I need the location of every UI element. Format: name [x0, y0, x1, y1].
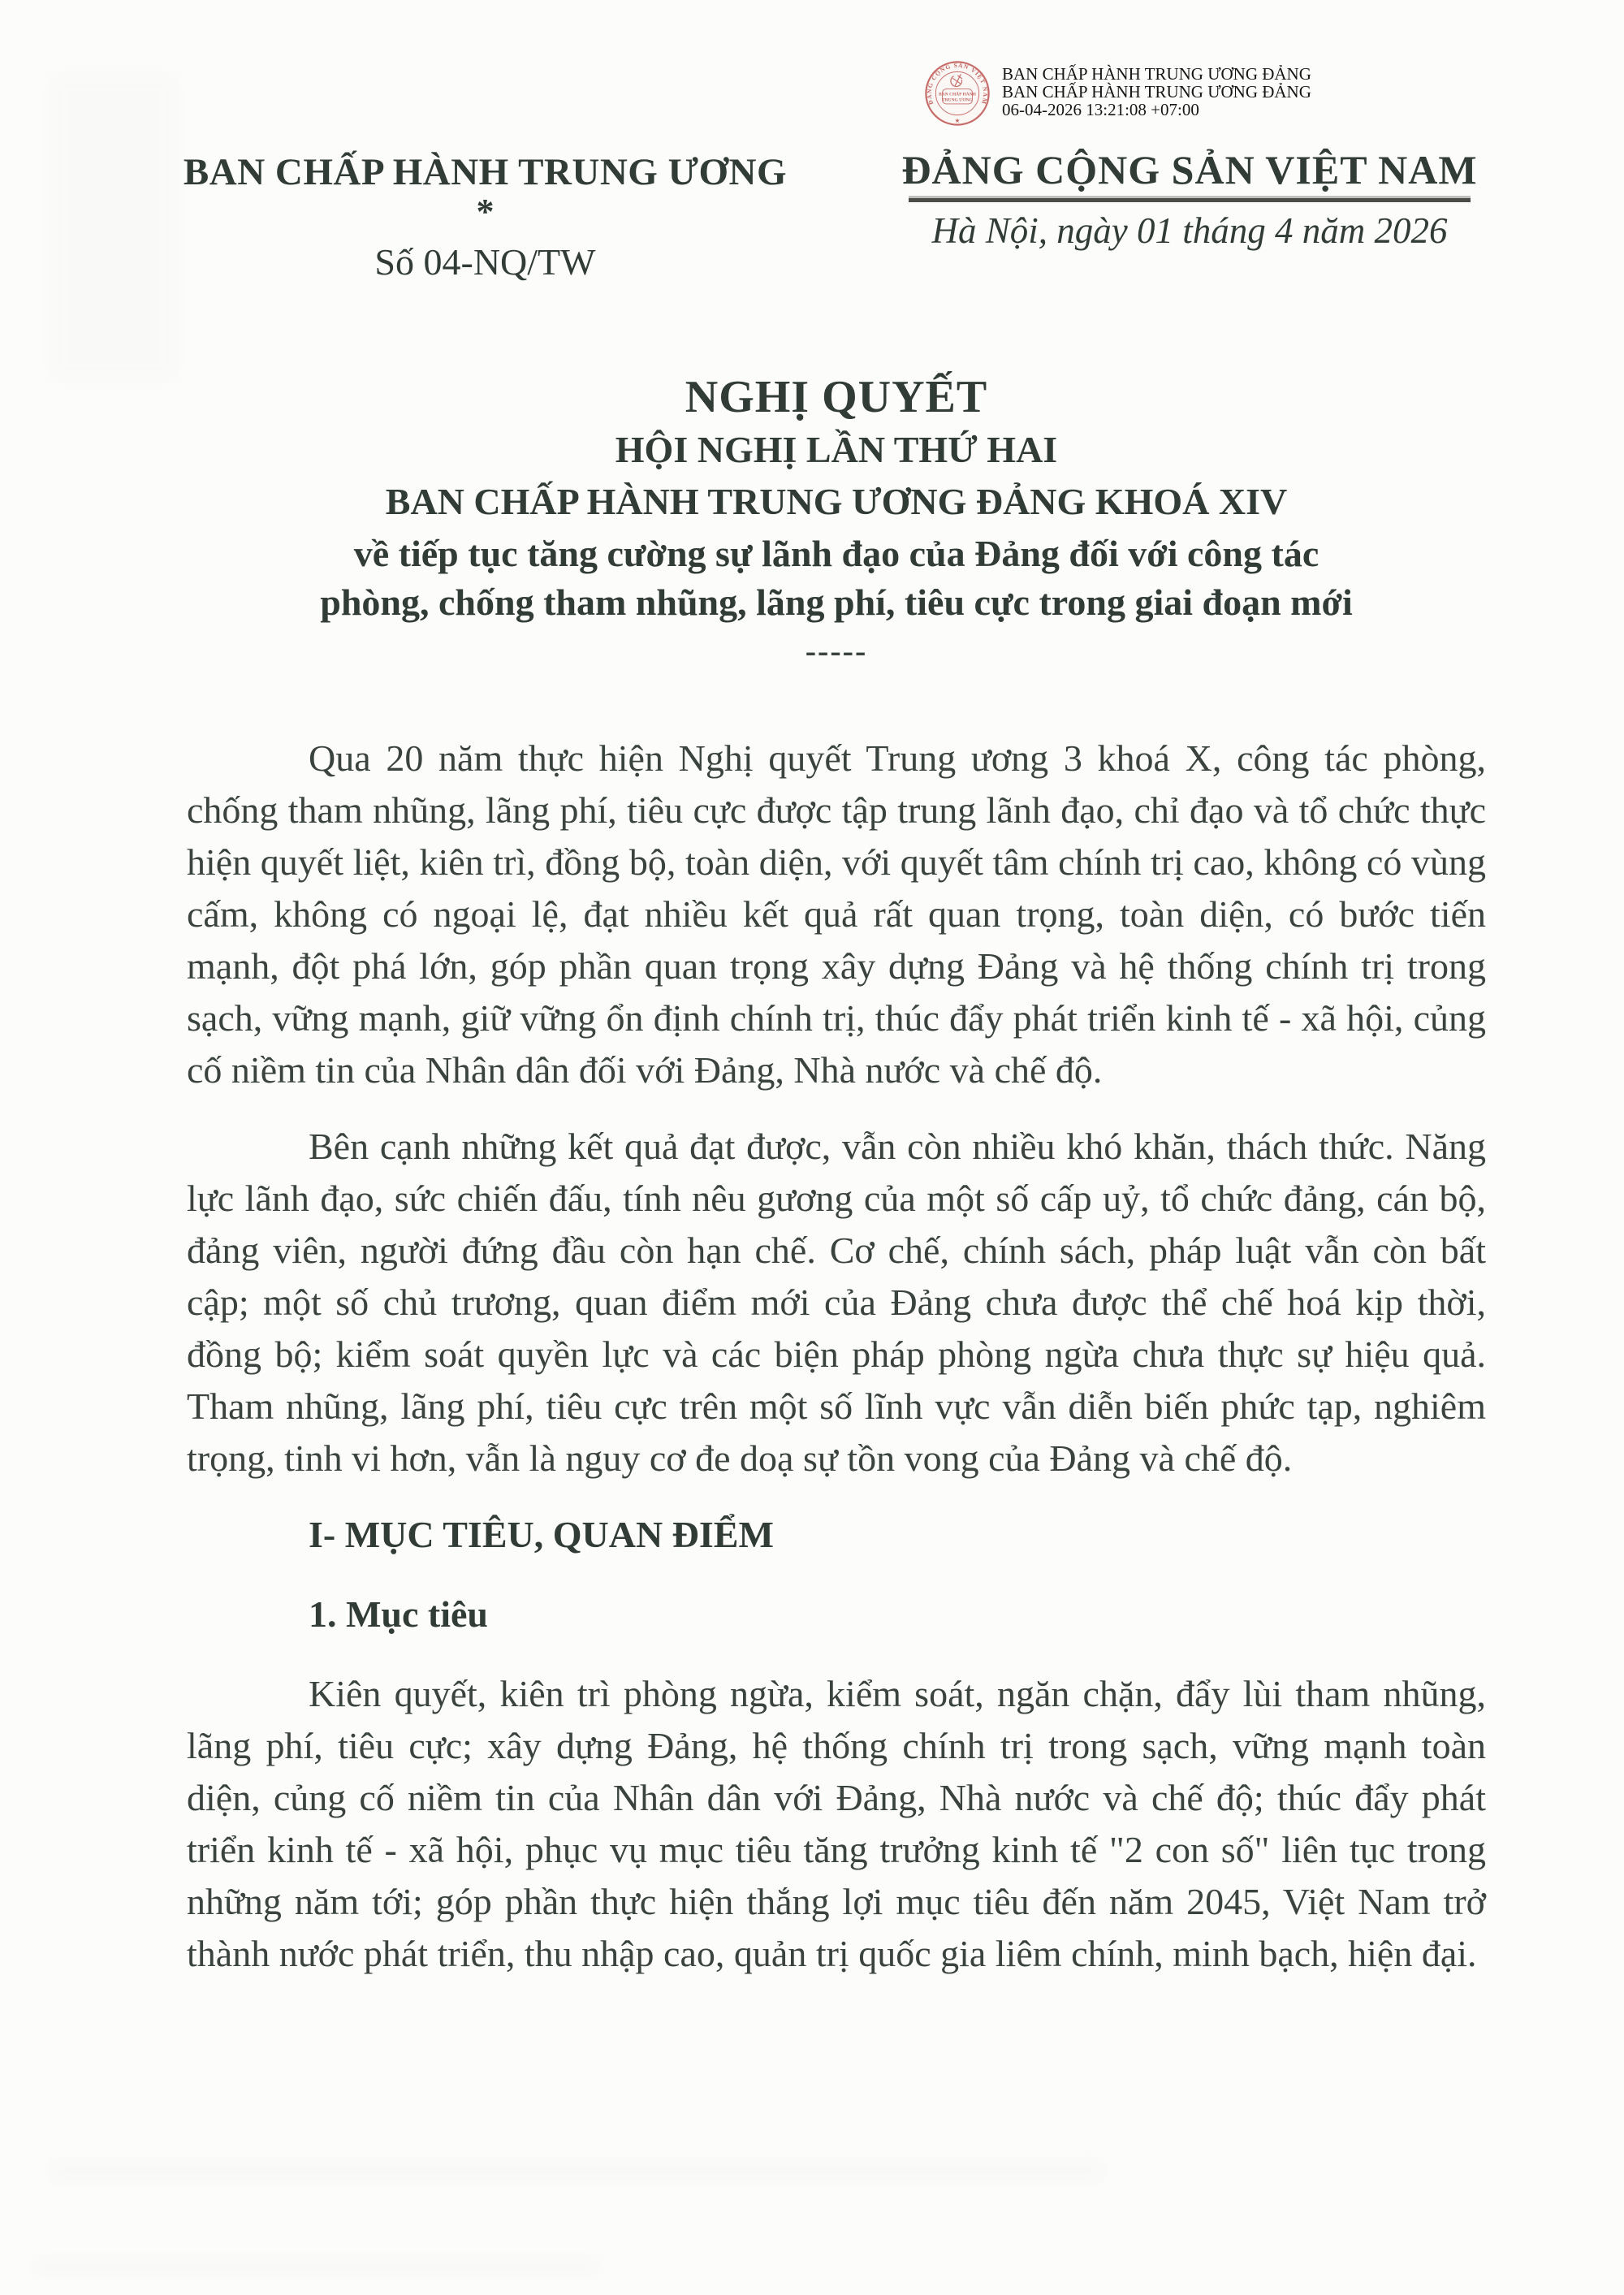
document-number: Số 04-NQ/TW — [374, 241, 596, 283]
issuer-block — [183, 151, 788, 283]
national-header-block — [844, 148, 1535, 251]
digital-signature-block — [924, 60, 1311, 127]
signature-org-line1: BAN CHẤP HÀNH TRUNG ƯƠNG ĐẢNG — [1002, 64, 1311, 84]
subsection-heading-1: 1. Mục tiêu — [309, 1593, 489, 1635]
paragraph-1: Qua 20 năm thực hiện Nghị quyết Trung ương 3 khoá X, công tác phòng, chống tham nhũng, lãng phí, tiêu cực được tập trung lãnh đạo, chỉ đạo và tổ chức thực hiện quyết liệt, kiên trì, đồng bộ, toàn diện, với quyết tâm chính trị cao, không có vùng cấm, không có ngoại lệ, đạt nhiều kết quả rất quan trọng, toàn diện, có bước tiến mạnh, đột phá lớn, góp phần quan trọng xây dựng Đảng và hệ thống chính trị trong sạch, vững mạnh, giữ vững ổn định chính trị, thúc đẩy phát triển kinh tế - xã hội, củng cố niềm tin của Nhân dân đối với Đảng, Nhà nước và chế độ. — [187, 737, 1486, 1091]
scan-bleed-artifact — [32, 2258, 601, 2276]
seal-star: ★ — [954, 117, 961, 125]
signature-text-block — [1002, 60, 1311, 119]
place-date: Hà Nội, ngày 01 tháng 4 năm 2026 — [931, 210, 1448, 251]
committee-title: BAN CHẤP HÀNH TRUNG ƯƠNG ĐẢNG KHOÁ XIV — [385, 481, 1288, 522]
signature-org-line2: BAN CHẤP HÀNH TRUNG ƯƠNG ĐẢNG — [1002, 82, 1311, 102]
seal-ring-text: ĐẢNG CỘNG SẢN VIỆT NAM — [925, 61, 990, 106]
paragraph-3: Kiên quyết, kiên trì phòng ngừa, kiểm soát, ngăn chặn, đẩy lùi tham nhũng, lãng phí, tiêu cực; xây dựng Đảng, hệ thống chính trị trong sạch, vững mạnh toàn diện, củng cố niềm tin của Nhân dân với Đảng, Nhà nước và chế độ; thúc đẩy phát triển kinh tế - xã hội, phục vụ mục tiêu tăng trưởng kinh tế "2 con số" liên tục trong những năm tới; góp phần thực hiện thắng lợi mục tiêu đến năm 2045, Việt Nam trở thành nước phát triển, thu nhập cao, quản trị quốc gia liêm chính, minh bạch, hiện đại. — [187, 1673, 1486, 1974]
signature-timestamp: 06-04-2026 13:21:08 +07:00 — [1002, 100, 1199, 119]
doc-type-title: NGHỊ QUYẾT — [685, 372, 988, 422]
scan-bleed-artifact — [49, 73, 179, 382]
party-seal-icon — [924, 60, 991, 127]
header-rule — [909, 198, 1471, 202]
subject-line1: về tiếp tục tăng cường sự lãnh đạo của Đảng đối với công tác — [353, 533, 1320, 574]
title-block — [187, 372, 1486, 668]
paragraph-2: Bên cạnh những kết quả đạt được, vẫn còn nhiều khó khăn, thách thức. Năng lực lãnh đạo, sức chiến đấu, tính nêu gương của một số cấp uỷ, tổ chức đảng, cán bộ, đảng viên, người đứng đầu còn hạn chế. Cơ chế, chính sách, pháp luật vẫn còn bất cập; một số chủ trương, quan điểm mới của Đảng chưa được thể chế hoá kịp thời, đồng bộ; kiểm soát quyền lực và các biện pháp phòng ngừa chưa thực sự hiệu quả. Tham nhũng, lãng phí, tiêu cực trên một số lĩnh vực vẫn diễn biến phức tạp, nghiêm trọng, tinh vi hơn, vẫn là nguy cơ đe doạ sự tồn vong của Đảng và chế độ. — [187, 1126, 1486, 1479]
section-heading-1: I- MỤC TIÊU, QUAN ĐIỂM — [309, 1514, 774, 1555]
issuer-name: BAN CHẤP HÀNH TRUNG ƯƠNG — [183, 151, 788, 193]
subject-line2: phòng, chống tham nhũng, lãng phí, tiêu cực trong giai đoạn mới — [320, 581, 1353, 623]
title-divider: ----- — [805, 633, 868, 669]
seal-center-line2: TRUNG ƯƠNG — [942, 97, 973, 103]
session-title: HỘI NGHỊ LẦN THỨ HAI — [615, 429, 1058, 470]
scan-bleed-artifact — [49, 2160, 1104, 2181]
party-name: ĐẢNG CỘNG SẢN VIỆT NAM — [901, 147, 1478, 192]
seal-center-line1: BAN CHẤP HÀNH — [939, 92, 976, 97]
star-separator: * — [476, 192, 495, 231]
document-body — [187, 733, 1486, 1980]
